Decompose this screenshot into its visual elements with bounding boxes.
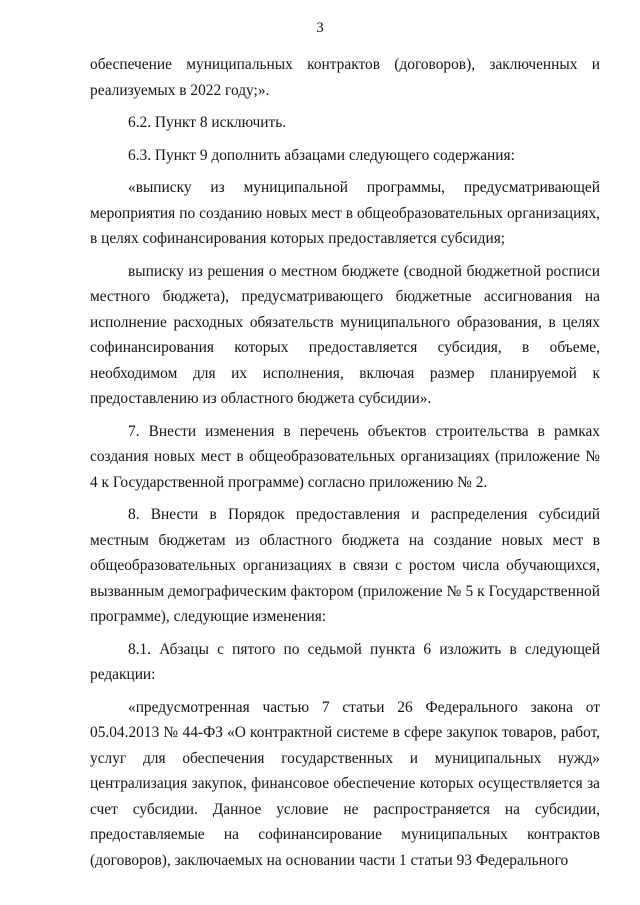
paragraph-6-2: 6.2. Пункт 8 исключить.	[128, 114, 287, 131]
paragraph-7: 7. Внести изменения в перечень объектов строительства в рамках создания новых мест в общеобразовательных организациях (приложение № 4 к Государственной программе) согласно приложению № 2.	[90, 422, 600, 491]
paragraph-8: 8. Внести в Порядок предоставления и распределения субсидий местным бюджетам из областного бюджета на создание новых мест в общеобразовательных организациях в связи с ростом числа обучающихся, вызванным демографическим фактором (приложение № 5 к Государственной программе), следующие изменения:	[90, 506, 600, 625]
document-body	[90, 52, 600, 873]
paragraph-federal-law: «предусмотренная частью 7 статьи 26 Федерального закона от 05.04.2013 № 44-ФЗ «О контрактной системе в сфере закупок товаров, работ, услуг для обеспечения государственных и муниципальных нужд» централизация закупок, финансовое обеспечение которых осуществляется за счет субсидии. Данное условие не распространяется на субсидии, предоставляемые на софинансирование муниципальных контрактов (договоров), заключаемых на основании части 1 статьи 93 Федерального	[90, 698, 600, 869]
page-number: 3	[316, 20, 324, 36]
paragraph-8-1: 8.1. Абзацы с пятого по седьмой пункта 6 изложить в следующей редакции:	[90, 640, 600, 683]
paragraph-budget-extract: выписку из решения о местном бюджете (сводной бюджетной росписи местного бюджета), предусматривающего бюджетные ассигнования на исполнение расходных обязательств муниципального образования, в целях софинансирования которых предоставляется субсидия, в объеме, необходимом для их исполнения, включая размер планируемой к предоставлению из областного бюджета субсидии».	[90, 262, 600, 407]
paragraph-quote-extract: «выписку из муниципальной программы, предусматривающей мероприятия по созданию новых мест в общеобразовательных организациях, в целях софинансирования которых предоставляется субсидия;	[90, 179, 600, 247]
paragraph-continuation: обеспечение муниципальных контрактов (договоров), заключенных и реализуемых в 2022 году;».	[90, 56, 600, 99]
paragraph-6-3: 6.3. Пункт 9 дополнить абзацами следующего содержания:	[128, 146, 515, 164]
